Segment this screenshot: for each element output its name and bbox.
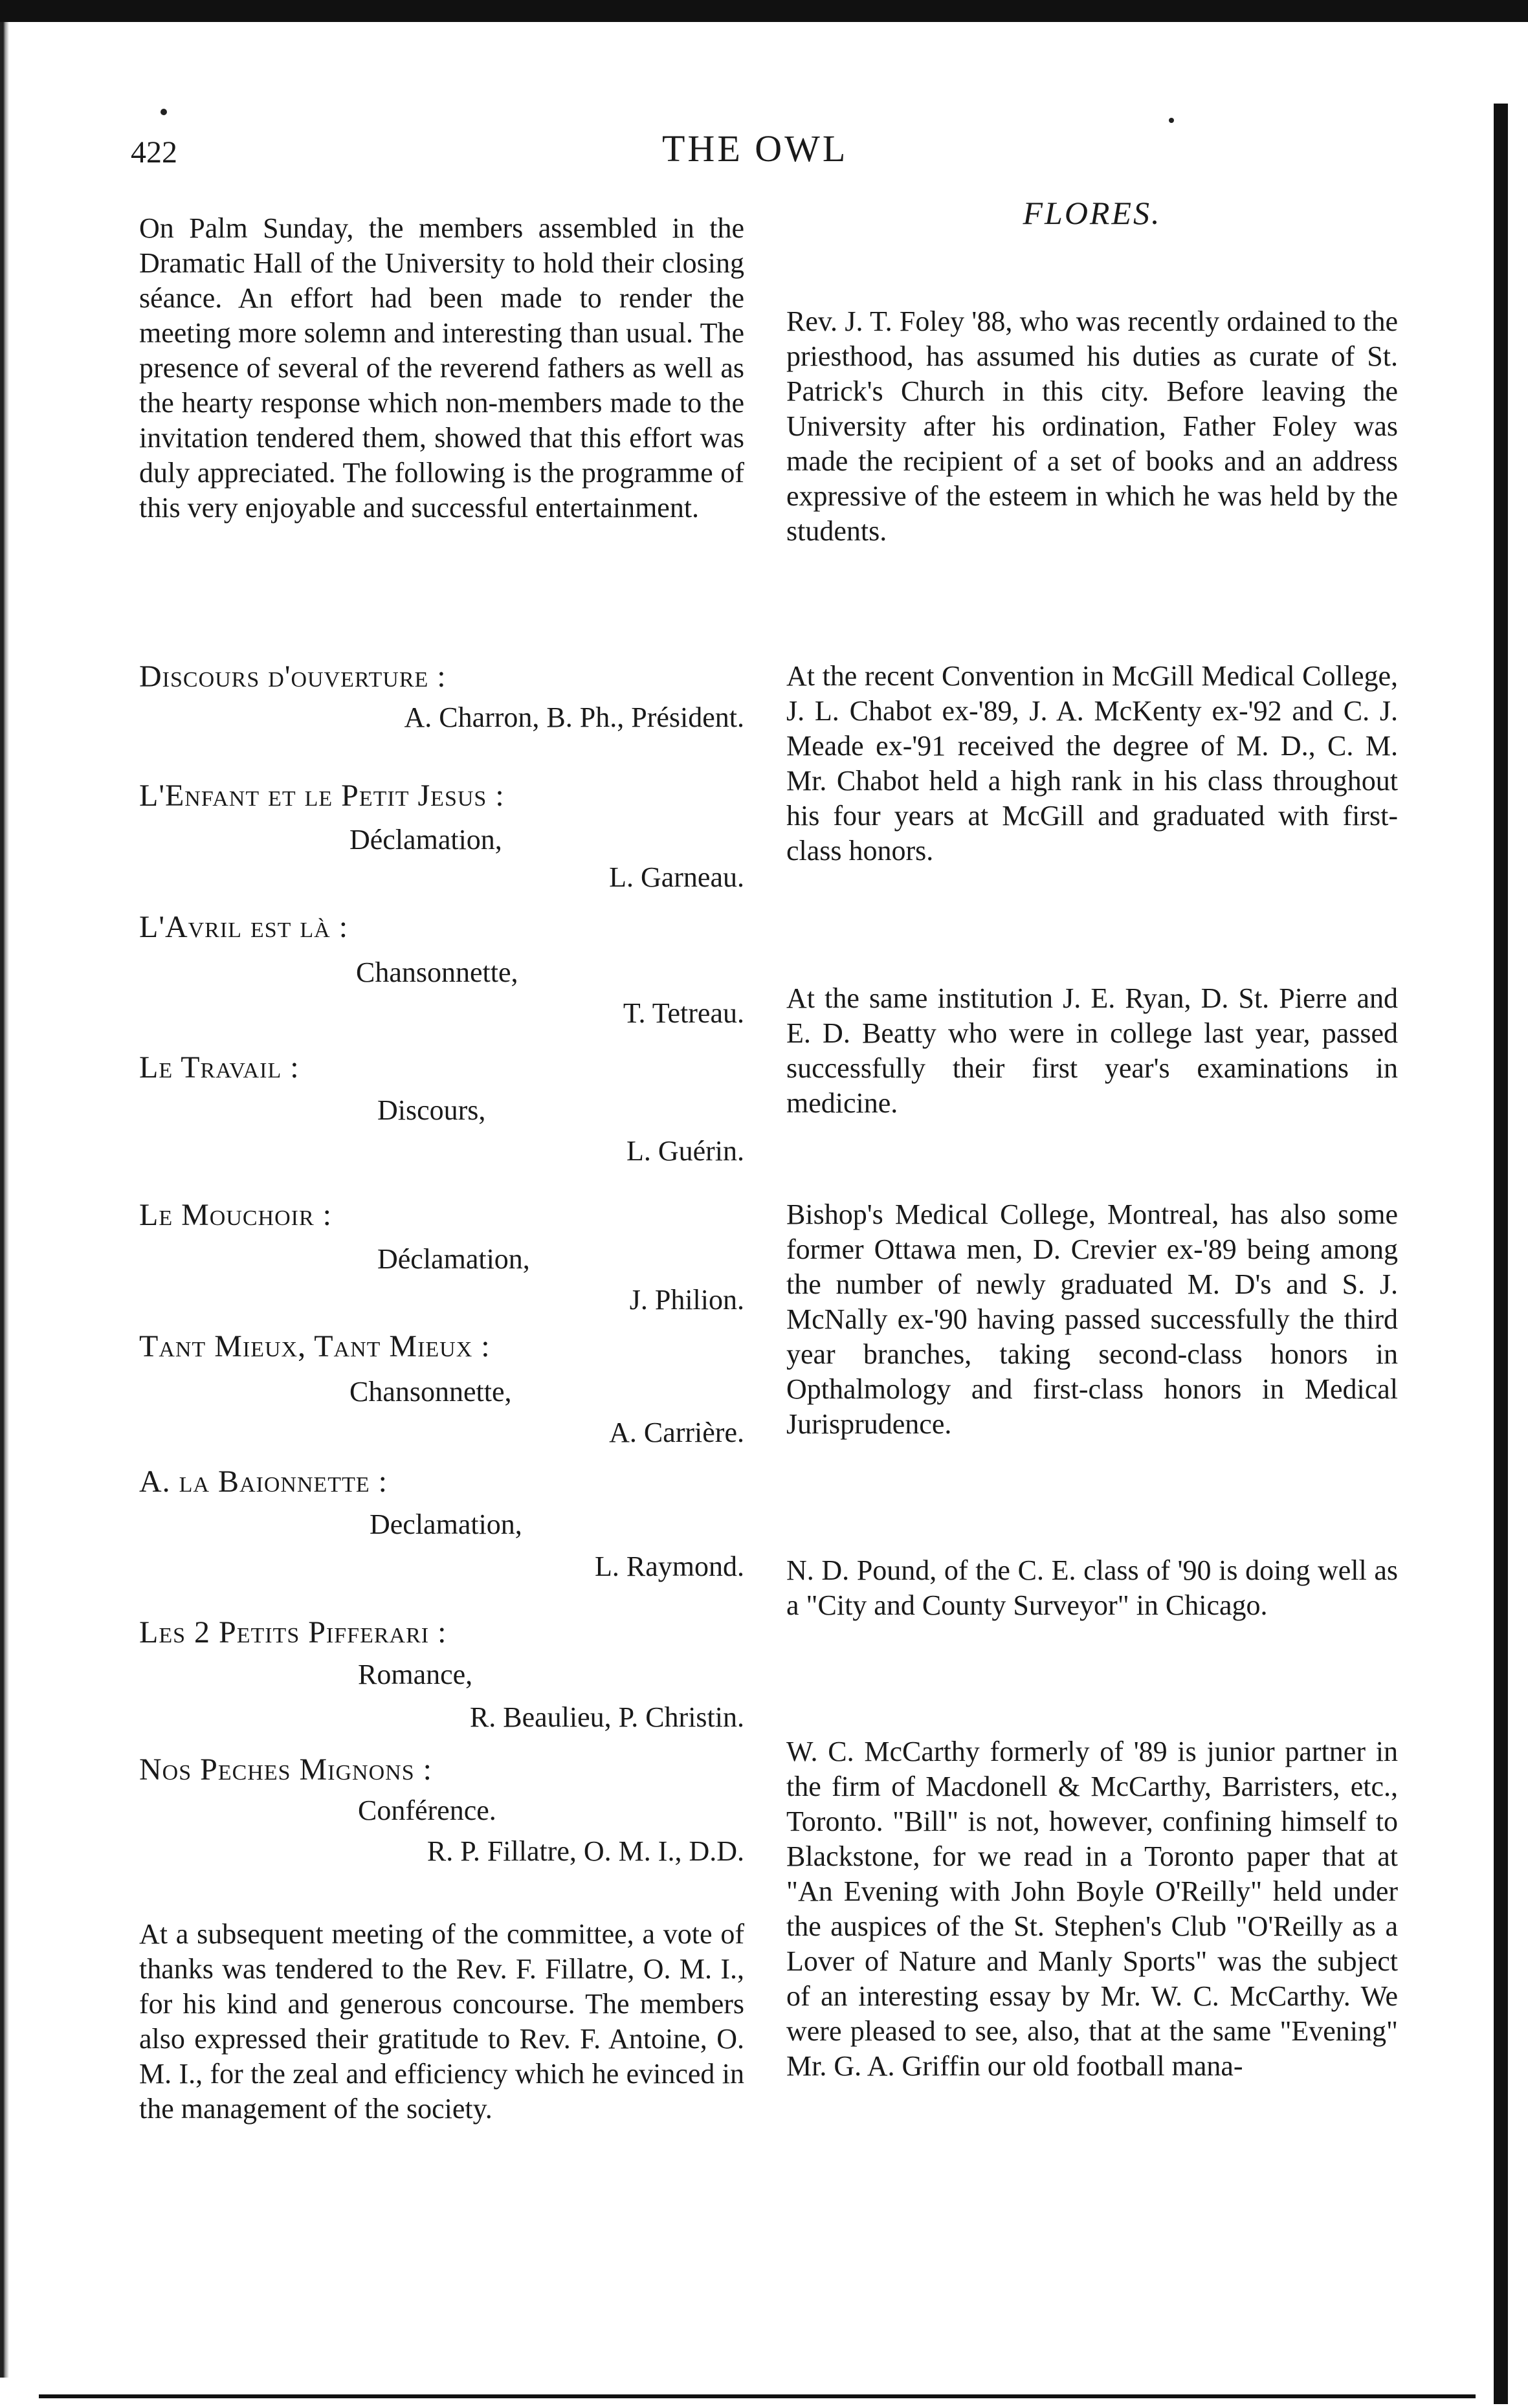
programme-item-title: L'Avril est là : [139, 910, 349, 944]
programme-item-performer: L. Raymond. [595, 1551, 744, 1582]
scan-speck [1169, 118, 1174, 123]
news-paragraph: Bishop's Medical College, Montreal, has also some former Ottawa men, D. Crevier ex-'89 being among the number of newly graduated M. D's and S. J. McNally ex-'90 having passed successfully the third year branches, taking second-class honors in Opthalmology and first-class honors in Medical Jurisprudence. [786, 1198, 1398, 1440]
news-paragraph: At the recent Convention in McGill Medical College, J. L. Chabot ex-'89, J. A. McKenty ex-'92 and C. J. Meade ex-'91 received the degree of M. D., C. M. Mr. Chabot held a high rank in his class throughout his four years at McGill and graduated with first-class honors. [786, 660, 1398, 867]
programme-item-title: Les 2 Petits Pifferari : [139, 1615, 447, 1650]
scan-speck [161, 109, 167, 115]
programme-item-performer: R. Beaulieu, P. Christin. [469, 1701, 744, 1733]
programme-item-kind: Chansonnette, [356, 956, 518, 988]
programme-item-title: Tant Mieux, Tant Mieux : [139, 1329, 491, 1364]
programme-item-performer: L. Guérin. [626, 1135, 744, 1167]
section-title: FLORES. [1023, 195, 1162, 231]
programme-item-performer: L. Garneau. [609, 861, 744, 893]
programme-item-kind: Déclamation, [349, 824, 502, 856]
news-paragraph: At the same institution J. E. Ryan, D. St. Pierre and E. D. Beatty who were in college last year, passed successfully their first year's examinations in medicine. [786, 982, 1398, 1119]
closing-paragraph: At a subsequent meeting of the committee, a vote of thanks was tendered to the Rev. F. Fillatre, O. M. I., for his kind and generous concourse. The members also expressed their gratitude to Rev. F. Antoine, O. M. I., for the zeal and efficiency which he evinced in the management of the society. [139, 1918, 744, 2125]
scan-left-edge [0, 22, 9, 2378]
intro-paragraph: On Palm Sunday, the members assembled in the Dramatic Hall of the University to hold their closing séance. An effort had been made to render the meeting more solemn and interesting than usual. The presence of several of the reverend fathers as well as the hearty response which non-members made to the invitation tendered them, showed that this effort was duly appreciated. The following is the programme of this very enjoyable and successful entertainment. [139, 212, 744, 524]
programme-item-title: L'Enfant et le Petit Jesus : [139, 779, 505, 813]
programme-item-kind: Declamation, [370, 1508, 522, 1540]
programme-item-title: Le Travail : [139, 1050, 300, 1085]
programme-item-title: A. la Baionnette : [139, 1464, 388, 1499]
programme-item-title: Le Mouchoir : [139, 1198, 332, 1232]
news-paragraph: W. C. McCarthy formerly of '89 is junior partner in the firm of Macdonell & McCarthy, Barristers, etc., Toronto. "Bill" is not, however, confining himself to Blackstone, for we read in a Toronto paper that at "An Evening with John Boyle O'Reilly" held under the auspices of the St. Stephen's Club "O'Reilly as a Lover of Nature and Manly Sports" was the subject of an interesting essay by Mr. W. C. McCarthy. We were pleased to see, also, that at the same "Evening" Mr. G. A. Griffin our old football mana- [786, 1736, 1398, 2082]
programme-item-performer: A. Charron, B. Ph., Président. [404, 701, 744, 733]
programme-item-kind: Discours, [377, 1094, 486, 1126]
programme-item-performer: A. Carrière. [609, 1417, 744, 1448]
running-head: THE OWL [662, 127, 848, 170]
scan-bottom-border [39, 2394, 1476, 2398]
programme-item-title: Discours d'ouverture : [139, 659, 447, 694]
programme-item-performer: J. Philion. [629, 1284, 744, 1316]
programme-item-kind: Conférence. [358, 1795, 496, 1826]
page-number: 422 [131, 135, 177, 170]
scan-right-border [1494, 104, 1508, 2404]
programme-item-kind: Chansonnette, [349, 1376, 512, 1408]
news-paragraph: Rev. J. T. Foley '88, who was recently ordained to the priesthood, has assumed his duties as curate of St. Patrick's Church in this city. Before leaving the University after his ordination, Father Foley was made the recipient of a set of books and an address expressive of the esteem in which he was held by the students. [786, 305, 1398, 547]
programme-item-kind: Déclamation, [377, 1243, 530, 1275]
programme-item-performer: R. P. Fillatre, O. M. I., D.D. [426, 1835, 744, 1867]
scan-top-border [0, 0, 1528, 22]
programme-item-kind: Romance, [358, 1659, 473, 1690]
programme-item-title: Nos Peches Mignons : [139, 1752, 432, 1787]
news-paragraph: N. D. Pound, of the C. E. class of '90 is doing well as a "City and County Surveyor" in Chicago. [786, 1554, 1398, 1621]
programme-item-performer: T. Tetreau. [623, 997, 744, 1029]
